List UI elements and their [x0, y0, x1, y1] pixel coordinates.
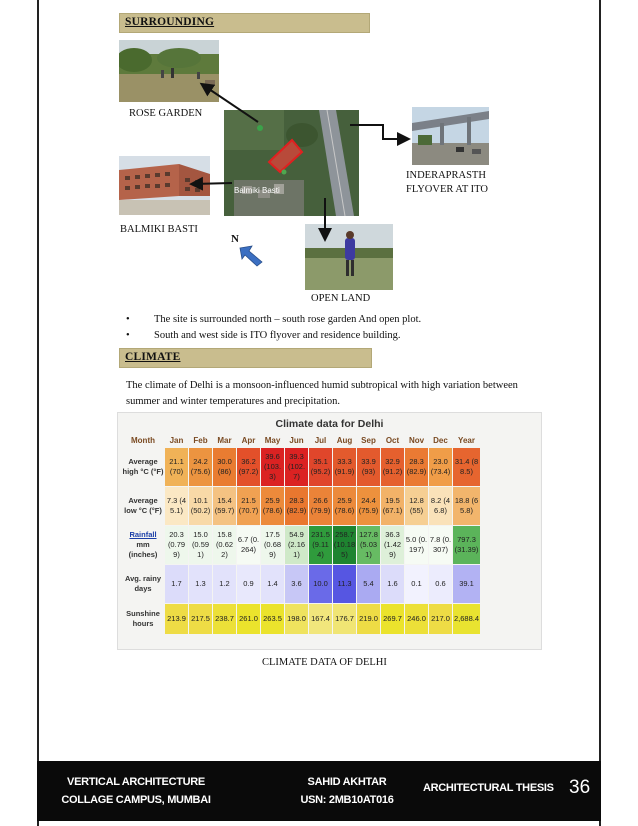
table-cell: 32.9 (91.2)	[381, 448, 404, 486]
table-cell: 28.3 (82.9)	[285, 487, 308, 525]
row-label: Average low °C (°F)	[124, 496, 162, 515]
footer-bar	[37, 761, 601, 821]
climate-table	[121, 434, 481, 635]
table-cell: 167.4	[309, 604, 332, 634]
table-row	[122, 487, 480, 525]
table-cell: 39.3 (102.7)	[285, 448, 308, 486]
table-cell: 30.0 (86)	[213, 448, 236, 486]
table-cell: 261.0	[237, 604, 260, 634]
table-cell: 31.4 (88.5)	[453, 448, 480, 486]
table-cell: 39.1	[453, 565, 480, 603]
table-cell: 198.0	[285, 604, 308, 634]
table-cell: 12.8 (55)	[405, 487, 428, 525]
column-header: Aug	[336, 436, 353, 445]
table-cell: 21.1 (70)	[165, 448, 188, 486]
table-cell: 269.7	[381, 604, 404, 634]
table-cell: 10.1 (50.2)	[189, 487, 212, 525]
climate-heading	[119, 348, 372, 368]
table-cell: 15.0 (0.591)	[189, 526, 212, 564]
connector-arrows	[0, 0, 638, 320]
table-cell: 19.5 (67.1)	[381, 487, 404, 525]
table-cell: 33.9 (93)	[357, 448, 380, 486]
column-header: Nov	[408, 436, 425, 445]
table-cell: 25.9 (78.6)	[261, 487, 284, 525]
table-cell: 0.6	[429, 565, 452, 603]
table-cell: 217.0	[429, 604, 452, 634]
column-header: Oct	[385, 436, 400, 445]
table-cell: 238.7	[213, 604, 236, 634]
map-label: Balmiki Basti	[234, 186, 280, 195]
table-cell: 23.0 (73.4)	[429, 448, 452, 486]
table-cell: 24.4 (75.9)	[357, 487, 380, 525]
table-cell: 7.3 (45.1)	[165, 487, 188, 525]
column-header: Jun	[289, 436, 304, 445]
column-header: Dec	[433, 436, 448, 445]
flyover-caption-line1: INDERAPRASTH	[406, 170, 486, 181]
table-cell: 15.4 (59.7)	[213, 487, 236, 525]
table-cell: 0.1	[405, 565, 428, 603]
table-cell: 5.4	[357, 565, 380, 603]
climate-heading-text: CLIMATE	[125, 351, 181, 363]
table-cell: 10.0	[309, 565, 332, 603]
table-cell: 25.9 (78.6)	[333, 487, 356, 525]
rainfall-link[interactable]: Rainfall	[129, 530, 157, 539]
table-cell: 21.5 (70.7)	[237, 487, 260, 525]
table-cell: 231.5 (9.114)	[309, 526, 332, 564]
climate-caption: CLIMATE DATA OF DELHI	[262, 657, 387, 668]
open-land-caption: OPEN LAND	[311, 293, 371, 304]
climate-table-title: Climate data for Delhi	[275, 418, 384, 430]
column-header: Jan	[169, 436, 184, 445]
table-cell: 36.2 (97.2)	[237, 448, 260, 486]
table-cell: 127.8 (5.031)	[357, 526, 380, 564]
column-header-month: Month	[131, 436, 155, 445]
table-row	[122, 448, 480, 486]
table-cell: 35.1 (95.2)	[309, 448, 332, 486]
column-header: Mar	[217, 436, 232, 445]
row-label: Avg. rainy days	[125, 574, 161, 593]
table-cell: 28.3 (82.9)	[405, 448, 428, 486]
column-header: Sep	[361, 436, 376, 445]
table-cell: 24.2 (75.6)	[189, 448, 212, 486]
table-cell: 176.7	[333, 604, 356, 634]
bullet-item: • South and west side is ITO flyover and residence building.	[126, 330, 401, 341]
table-cell: 1.4	[261, 565, 284, 603]
table-cell: 54.9 (2.161)	[285, 526, 308, 564]
table-cell: 1.3	[189, 565, 212, 603]
column-header: Apr	[241, 436, 256, 445]
table-cell: 11.3	[333, 565, 356, 603]
table-cell: 263.5	[261, 604, 284, 634]
table-cell: 1.2	[213, 565, 236, 603]
climate-table-panel	[117, 412, 542, 650]
table-cell: 36.3 (1.429)	[381, 526, 404, 564]
table-cell: 258.7 (10.185)	[333, 526, 356, 564]
footer-project: VERTICAL ARCHITECTURE COLLAGE CAMPUS, MUMBAI	[61, 776, 211, 806]
bullet-item: • The site is surrounded north – south rose garden And open plot.	[126, 314, 422, 325]
footer-author: SAHID AKHTAR USN: 2MB10AT016	[300, 776, 394, 806]
table-cell: 7.8 (0.307)	[429, 526, 452, 564]
climate-paragraph: The climate of Delhi is a monsoon-influenced humid subtropical with high variation between summer and winter temperatures and precipitation.	[126, 380, 518, 407]
column-header: Feb	[193, 436, 208, 445]
table-cell: 17.5 (0.689)	[261, 526, 284, 564]
column-header: Jul	[314, 436, 327, 445]
table-cell: 8.2 (46.8)	[429, 487, 452, 525]
table-cell: 26.6 (79.9)	[309, 487, 332, 525]
table-cell: 797.3 (31.39)	[453, 526, 480, 564]
row-label[interactable]: Rainfall mm (inches)	[128, 530, 158, 559]
north-label: N	[231, 233, 239, 245]
row-label: Average high °C (°F)	[122, 457, 164, 476]
surrounding-heading-text: SURROUNDING	[125, 16, 215, 28]
column-header: May	[264, 436, 281, 445]
table-cell: 15.8 (0.622)	[213, 526, 236, 564]
table-cell: 0.9	[237, 565, 260, 603]
balmiki-basti-caption: BALMIKI BASTI	[120, 224, 198, 235]
flyover-caption-line2: FLYOVER AT ITO	[406, 184, 488, 195]
table-cell: 213.9	[165, 604, 188, 634]
table-cell: 33.3 (91.9)	[333, 448, 356, 486]
footer-thesis-title: ARCHITECTURAL THESIS	[423, 782, 554, 794]
table-cell: 1.6	[381, 565, 404, 603]
table-cell: 20.3 (0.799)	[165, 526, 188, 564]
table-cell: 5.0 (0.197)	[405, 526, 428, 564]
rose-garden-caption: ROSE GARDEN	[129, 108, 203, 119]
table-cell: 217.5	[189, 604, 212, 634]
table-header-row	[122, 435, 480, 447]
table-cell: 39.6 (103.3)	[261, 448, 284, 486]
surrounding-bullets	[126, 312, 421, 344]
table-row	[122, 604, 480, 634]
column-header: Year	[458, 436, 475, 445]
table-cell: 6.7 (0.264)	[237, 526, 260, 564]
table-cell: 3.6	[285, 565, 308, 603]
table-cell: 18.8 (65.8)	[453, 487, 480, 525]
page-number: 36	[569, 777, 591, 798]
table-cell: 219.0	[357, 604, 380, 634]
row-label: Sunshine hours	[126, 609, 160, 628]
table-row	[122, 526, 480, 564]
table-cell: 2,688.4	[453, 604, 480, 634]
table-cell: 246.0	[405, 604, 428, 634]
table-cell: 1.7	[165, 565, 188, 603]
table-row	[122, 565, 480, 603]
